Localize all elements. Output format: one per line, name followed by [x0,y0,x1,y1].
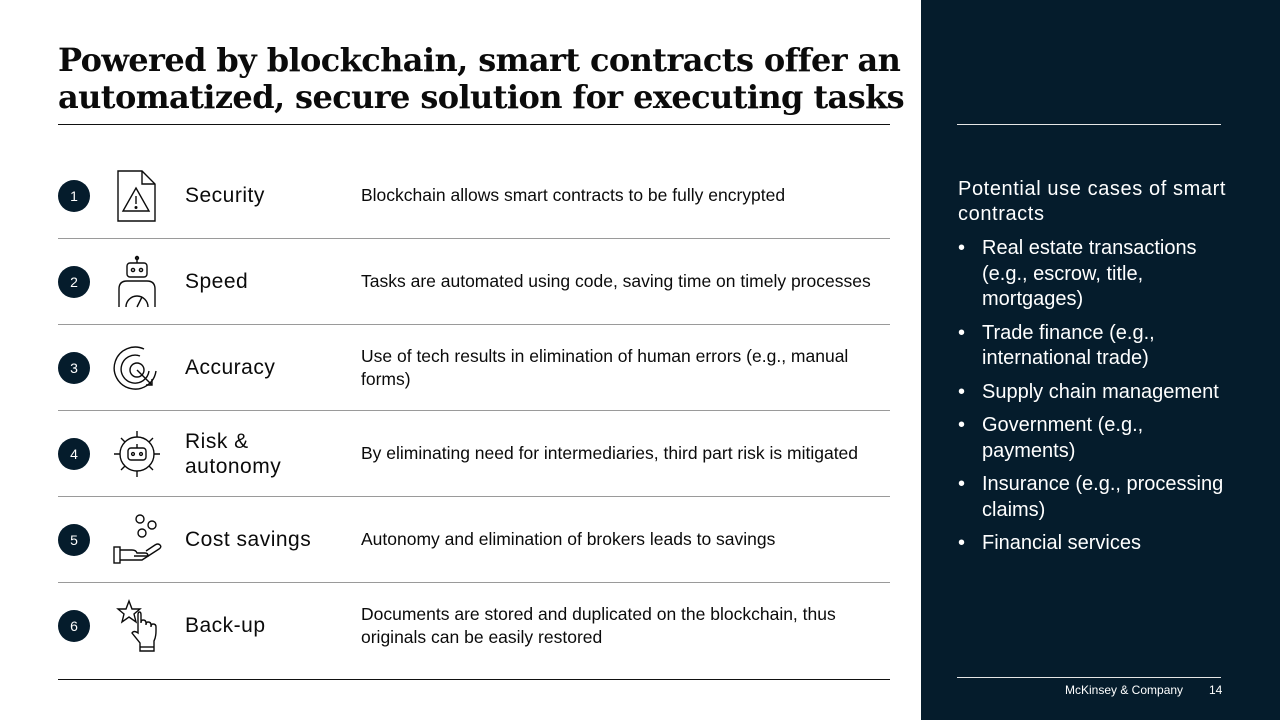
row-number-badge: 1 [58,180,90,212]
benefit-row-speed [58,239,890,325]
footer-brand: McKinsey & Company [1065,683,1184,697]
benefit-row-backup [58,583,890,680]
row-number-badge: 4 [58,438,90,470]
row-number-badge: 2 [58,266,90,298]
row-number-badge: 3 [58,352,90,384]
benefit-description: Use of tech results in elimination of human errors (e.g., manual forms) [361,346,849,389]
benefit-row-security [58,153,890,239]
title-divider [58,124,890,125]
list-item: • Government (e.g., payments) [958,413,1238,464]
footer-divider [957,677,1221,678]
use-cases-sidebar [921,0,1280,720]
use-cases-list [958,236,1238,565]
benefit-description: Autonomy and elimination of brokers leads to savings [361,529,776,550]
benefit-label: Risk & autonomy [185,429,282,478]
slide-title: Powered by blockchain, smart contracts offer an automatized, secure solution for executing tasks [58,41,905,116]
benefit-row-cost-savings [58,497,890,583]
benefit-row-risk-autonomy [58,411,890,497]
benefit-description: By eliminating need for intermediaries, third part risk is mitigated [361,443,859,464]
benefits-list [58,153,890,680]
row-number-badge: 5 [58,524,90,556]
row-number-badge: 6 [58,610,90,642]
robot-speedometer-icon [112,255,162,309]
benefit-label: Speed [185,270,249,293]
list-item: • Real estate transactions (e.g., escrow, title, mortgages) [958,236,1238,313]
list-item: • Insurance (e.g., processing claims) [958,472,1238,523]
list-item: • Trade finance (e.g., international trade) [958,321,1238,372]
hand-coins-icon [112,513,162,567]
benefit-row-accuracy [58,325,890,411]
star-hand-icon [112,599,162,653]
gear-robot-icon [112,427,162,481]
benefit-label: Security [185,184,265,207]
list-item: • Financial services [958,531,1238,557]
target-icon [112,341,162,395]
sidebar-heading: Potential use cases of smart contracts [958,178,1227,225]
list-item: • Supply chain management [958,380,1238,406]
benefit-description: Tasks are automated using code, saving time on timely processes [361,271,871,292]
benefit-label: Accuracy [185,356,276,379]
page-number: 14 [1209,683,1223,697]
benefit-description: Documents are stored and duplicated on the blockchain, thus originals can be easily restored [361,604,836,647]
sidebar-top-divider [957,124,1221,125]
benefit-description: Blockchain allows smart contracts to be fully encrypted [361,185,786,206]
benefit-label: Cost savings [185,528,312,551]
document-warning-icon [112,169,162,223]
benefit-label: Back-up [185,614,266,637]
